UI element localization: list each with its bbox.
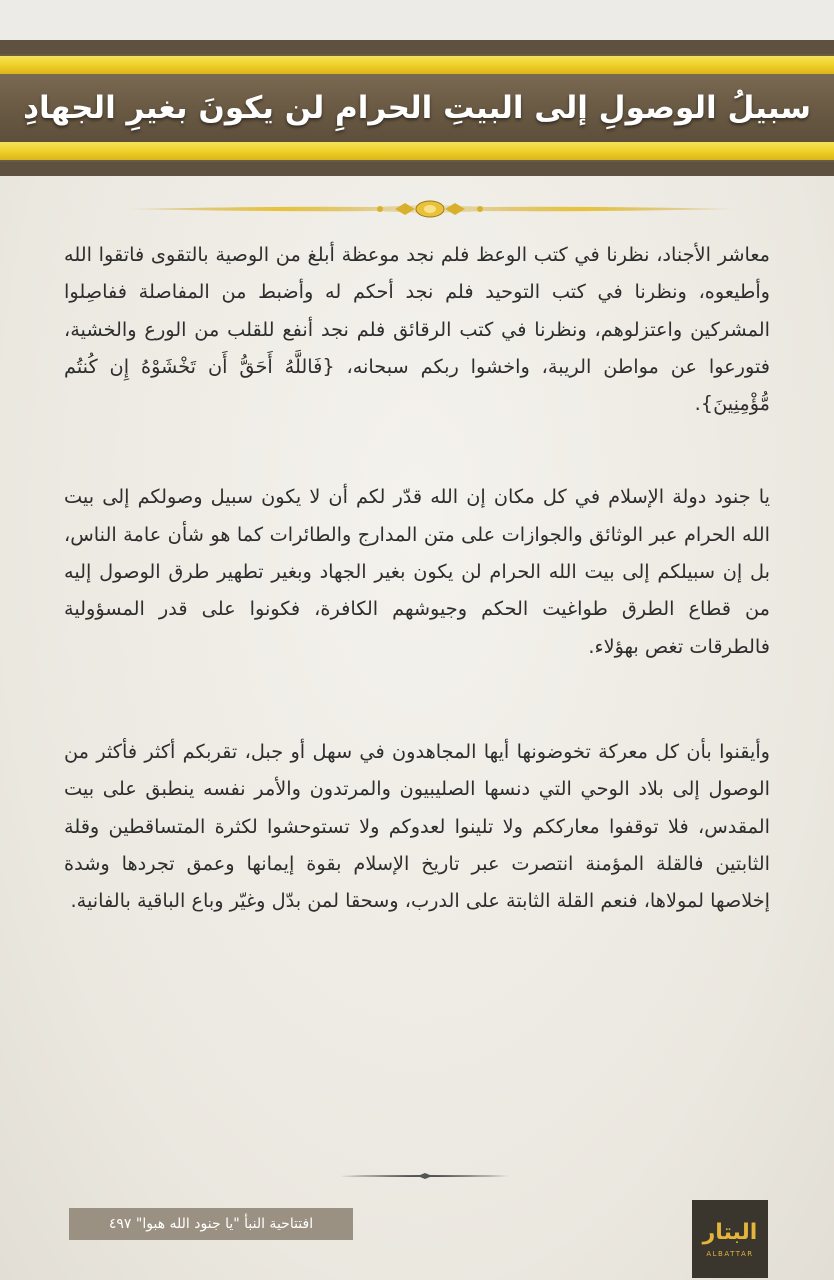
paragraph-1: معاشر الأجناد، نظرنا في كتب الوعظ فلم نجد موعظة أبلغ من الوصية بالتقوى فاتقوا الله وأطيعوه، ونظرنا في كتب التوحيد فلم نجد أحكم له وأضبط من المفاصلة ففاصِلوا المشركين واعتزلوهم، ونظرنا في كتب الرقائق فلم نجد أنفع للقلب من الورع والخشية، فتورعوا عن مواطن الريبة، واخشوا ربكم سبحانه، {فَاللَّهُ أَحَقُّ أَن تَخْشَوْهُ إِن كُنتُم مُّؤْمِنِينَ}.	[64, 243, 770, 416]
article-body	[64, 236, 770, 919]
page-title: سبيلُ الوصولِ إلى البيتِ الحرامِ لن يكونَ بغيرِ الجهادِ	[23, 90, 811, 126]
paragraph-3: وأيقنوا بأن كل معركة تخوضونها أيها المجاهدون في سهل أو جبل، تقربكم أكثر فأكثر من الوصول إلى بلاد الوحي التي دنسها الصليبيون والمرتدون والأمر نفسه ينطبق على بيت المقدس، فلا توقفوا معارككم ولا تلينوا لعدوكم ولا تستوحشوا لكثرة المتساقطين وقلة الثابتين فالقلة المؤمنة انتصرت عبر تاريخ الإسلام بقوة إيمانها وعمق تجردها وشدة إخلاصها لمولاها، فنعم القلة الثابتة على الدرب، وسحقا لمن بدّل وغيّر وباع الباقية بالفانية.	[64, 739, 770, 913]
bottom-divider-icon	[340, 1170, 510, 1182]
banner-gold-band-bottom	[0, 142, 834, 160]
source-label: افتتاحية النبأ "يا جنود الله هبوا" ٤٩٧	[69, 1208, 353, 1240]
banner-edge-bottom	[0, 162, 834, 176]
banner-gold-band-top	[0, 56, 834, 74]
logo-arabic-text: البتار	[702, 1220, 758, 1245]
ornament-divider-icon	[125, 197, 735, 221]
publisher-logo	[692, 1200, 768, 1278]
paragraph-2: يا جنود دولة الإسلام في كل مكان إن الله قدّر لكم أن لا يكون سبيل وصولكم إلى بيت الله الحرام عبر الوثائق والجوازات على متن المدارج والطائرات كما هو شأن عامة الناس، بل إن سبيلكم إلى بيت الله الحرام لن يكون بغير الجهاد وبغير تطهير طرق الوصول إليه من قطاع الطرق طواغيت الحكم وجيوشهم الكافرة، فكونوا على قدر المسؤولية فالطرقات تغص بهؤلاء.	[64, 485, 770, 658]
top-margin	[0, 0, 834, 40]
logo-latin-text: ALBATTAR	[706, 1250, 754, 1258]
title-banner	[0, 40, 834, 176]
banner-edge-top	[0, 40, 834, 54]
